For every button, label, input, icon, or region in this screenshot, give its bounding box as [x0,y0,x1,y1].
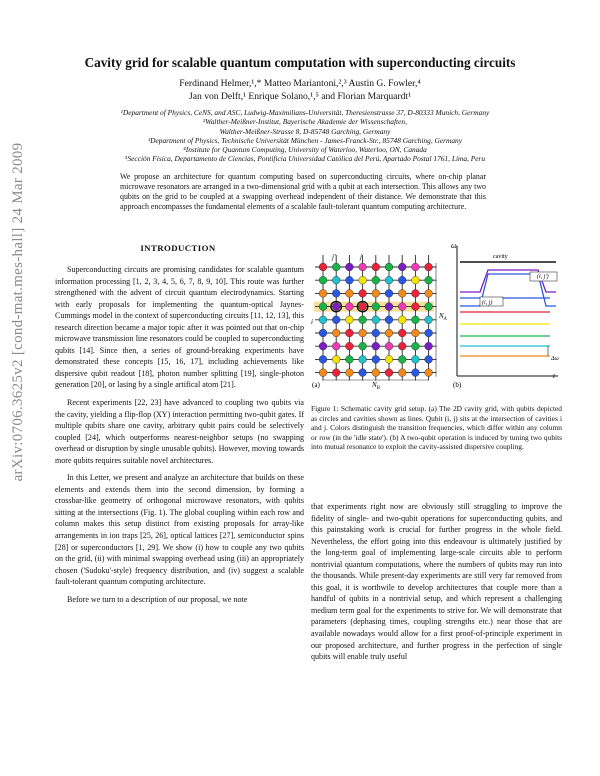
delta-omega-label: Δω [551,356,559,362]
panel-b-label: (b) [453,381,462,389]
qubit-circle [385,356,393,364]
figure-caption: Figure 1: Schematic cavity grid setup. (a) The 2D cavity grid, with qubits depicted as circles and cavities shown as lines. Qubit (i, j) sits at the intersection of cavities i and j. Colors distinguish the transition frequencies, which differ within any column or row (in the 'idle state'). (b) A two-qubit operation is induced by tuning two qubits into mutual resonance to exploit the cavity-assisted dispersive coupling. [311,404,562,451]
qubit-circle [372,329,380,337]
qubit-circle [359,276,367,284]
qubit-ij-label: (i, j) [482,300,493,306]
qubit-circle [398,263,406,271]
qubit-circle [372,276,380,284]
grid-width-label: $N_B$ [372,381,380,390]
qubit-circle [332,356,340,364]
qubit-circle [412,356,420,364]
qubit-circle [425,263,433,271]
qubit-circle [425,342,433,350]
qubit-circle [332,316,340,324]
affiliation-line: ⁵Sección Física, Departamento de Ciencias, Pontificia Universidad Católica del Perú, Apartado Postal 1761, Lima, Peru [124,154,486,164]
affiliation-line: Walther-Meißner-Strasse 8, D-85748 Garching, Germany [219,126,391,136]
qubit-circle [346,290,354,298]
qubit-circle [398,303,406,311]
qubit-circle [319,290,327,298]
qubit-circle [319,263,327,271]
qubit-circle [332,303,340,311]
affiliation-list [40,108,570,164]
qubit-circle [359,303,367,311]
qubit-circle [372,303,380,311]
qubit-circle [346,303,354,311]
qubit-circle [359,290,367,298]
arxiv-identifier: arXiv:0706.3625v2 [cond-mat.mes-hall] 24 Mar 2009 [10,142,26,482]
paragraph: that experiments right now are obviously still struggling to improve the fidelity of single- and two-qubit operations for superconducting qubits, and this painstaking work is crucial for further progress in the whole field. Nevertheless, the effort going into this endeavour is ultimately justified by the long-term goal of implementing large-scale circuits able to perform nontrivial quantum computations, where the numbers of qubits may run into the thousands. While present-day experiments are still very far removed from this goal, it is worthwile to develop architectures that couple more than a handful of qubits in a nontrivial setup, and which represent a challenging medium term goal for the experiments to strive for. We will demonstrate that parameters (dephasing times, coupling strengths etc.) near those that are available nowadays would allow for a first proof-of-principle experiment in our proposed architecture, and further progress in the perfection of single qubits will enable truly useful [311,502,562,662]
qubit-circle [398,356,406,364]
qubit-circle [319,356,327,364]
qubit-circle [332,329,340,337]
qubit-circle [319,276,327,284]
qubit-circle [385,369,393,377]
qubit-circle [319,316,327,324]
affiliation-line: ³Department of Physics, Technische Universität München - James-Franck-Str., 85748 Garching, Germany [147,135,463,145]
qubit-circle [332,342,340,350]
qubit-circle [332,263,340,271]
qubit-circle [412,369,420,377]
qubit-circle [412,303,420,311]
qubit-circle [346,369,354,377]
qubit-circle [372,263,380,271]
qubit-circle [412,263,420,271]
qubit-circle [319,369,327,377]
qubit-circle [398,290,406,298]
qubit-circle [346,329,354,337]
affiliation-line: ¹Department of Physics, CeNS, and ASC, Ludwig-Maximilians-Universität, Theresienstrasse 37, D-80333 Munich, Germany [120,108,490,117]
qubit-circle [425,290,433,298]
qubit-circle [398,342,406,350]
frequency-levels-panel [457,246,558,376]
qubit-circle [425,276,433,284]
qubit-circle [425,369,433,377]
column-j-prime-label: j′ [332,253,336,261]
qubit-circle [398,329,406,337]
qubit-circle [385,303,393,311]
left-column [55,264,304,611]
qubit-circle [332,369,340,377]
panel-a-label: (a) [312,381,320,389]
affiliation-line: ⁴Institute for Quantum Computing, University of Waterloo, Waterloo, ON, Canada [183,145,427,155]
qubit-circle [398,316,406,324]
author-line: Jan von Delft,¹ Enrique Solano,¹,⁵ and Florian Marquardt¹ [189,91,411,102]
qubit-circle [398,276,406,284]
qubit-circle [385,329,393,337]
qubit-circle [359,369,367,377]
affiliation-line: ²Walther-Meißner-Institut, Bayerische Akademie der Wissenschaften, [203,117,407,127]
qubit-circle [398,369,406,377]
qubit-circle [372,369,380,377]
time-axis-label: t [553,372,555,380]
qubit-circle [412,316,420,324]
qubit-circle [319,303,327,311]
figure-1 [310,240,562,390]
omega-axis-label: ω [451,241,457,250]
cavity-label: cavity [493,254,508,260]
author-list [0,77,600,103]
paper-title: Cavity grid for scalable quantum computation with superconducting circuits [84,55,516,70]
qubit-circle [412,290,420,298]
qubit-circle [385,263,393,271]
qubit-circle [319,342,327,350]
qubit-circle [346,276,354,284]
author-line: Ferdinand Helmer,¹,* Matteo Mariantoni,²,³ Austin G. Fowler,⁴ [179,78,421,89]
qubit-circle [359,316,367,324]
abstract: We propose an architecture for quantum computing based on superconducting circuits, where on-chip planar microwave resonators are arranged in a two-dimensional grid with a qubit at each intersection. This allows any two qubits on the grid to be coupled at a swapping overhead independent of their distance. We demonstrate that this approach encompasses the fundamental elements of a scalable fault-tolerant quantum computing architecture. [120,172,486,212]
qubit-circle [346,263,354,271]
qubit-circle [372,316,380,324]
grid-height-label: $N_A$ [439,312,447,322]
qubit-circle [359,263,367,271]
qubit-ij-prime-label: (i, j′) [537,274,549,280]
qubit-circle [425,303,433,311]
qubit-circle [319,329,327,337]
qubit-circle [385,316,393,324]
qubit-circle [412,276,420,284]
qubit-circle [359,329,367,337]
paragraph: In this Letter, we present and analyze an architecture that builds on these elements and extends them into the second dimension, by forming a crossbar-like geometry of orthogonal microwave resonators, with qubits sitting at the intersections (Fig. 1). The global coupling within each row and column makes this setup distinct from existing proposals for array-like arrangements in ion traps [25, 26], optical lattices [27], semiconductor spins [28] or superconductors [1, 29]. We show (i) how to couple any two qubits on the grid, (ii) with minimal swapping overhead using (iii) an appropriately chosen ('Sudoku'-style) frequency distribution, and (iv) suggest a scalable fault-tolerant quantum computing architecture. [55,473,304,587]
qubit-circle [332,276,340,284]
qubit-circle [372,342,380,350]
cavity-grid-panel [314,255,437,381]
qubit-circle [359,342,367,350]
qubit-circle [412,329,420,337]
qubit-circle [332,290,340,298]
qubit-circle [372,356,380,364]
qubit-circle [385,290,393,298]
qubit-circle [346,356,354,364]
qubit-circle [425,316,433,324]
qubit-circle [346,342,354,350]
right-column [311,501,562,669]
paragraph: Superconducting circuits are promising candidates for scalable quantum information processing [1, 2, 3, 4, 5, 6, 7, 8, 9, 10]. This route was further strengthened with the advent of circuit quantum electrodynamics. Starting with early proposals for implementing the quantum-optical Jaynes-Cummings model in the context of superconducting circuits [11, 12, 13], this research direction became a major topic after it was pointed out that on-chip microwave transmission line resonators could be coupled to superconducting qubits [14]. Since then, a series of ground-breaking experiments have demonstrated these concepts [15, 16, 17], including achievements like dispersive qubit readout [18], photon number splitting [19], single-photon generation [20], or lasing by a single artifical atom [21]. [55,265,304,390]
row-i-label: i [311,318,313,326]
qubit-circle [385,342,393,350]
column-j-label: j [360,253,362,261]
qubit-circle [425,329,433,337]
qubit-circle [346,316,354,324]
section-heading: INTRODUCTION [140,243,216,253]
qubit-circle [425,356,433,364]
qubit-circle [385,276,393,284]
paragraph: Recent experiments [22, 23] have advanced to coupling two qubits via the cavity, yielding a flip-flop (XY) interaction permitting two-qubit gates. If multiple qubits share one cavity, arbitrary qubit pairs could be selectively coupled [24], which outperforms nearest-neighbor setups (no swapping overhead or disruption by single unusable qubits). However, moving towards more qubits requires suitable novel architectures. [55,398,304,465]
paragraph: Before we turn to a description of our proposal, we note [67,594,248,604]
qubit-circle [412,342,420,350]
qubit-circle [372,290,380,298]
qubit-circle [359,356,367,364]
